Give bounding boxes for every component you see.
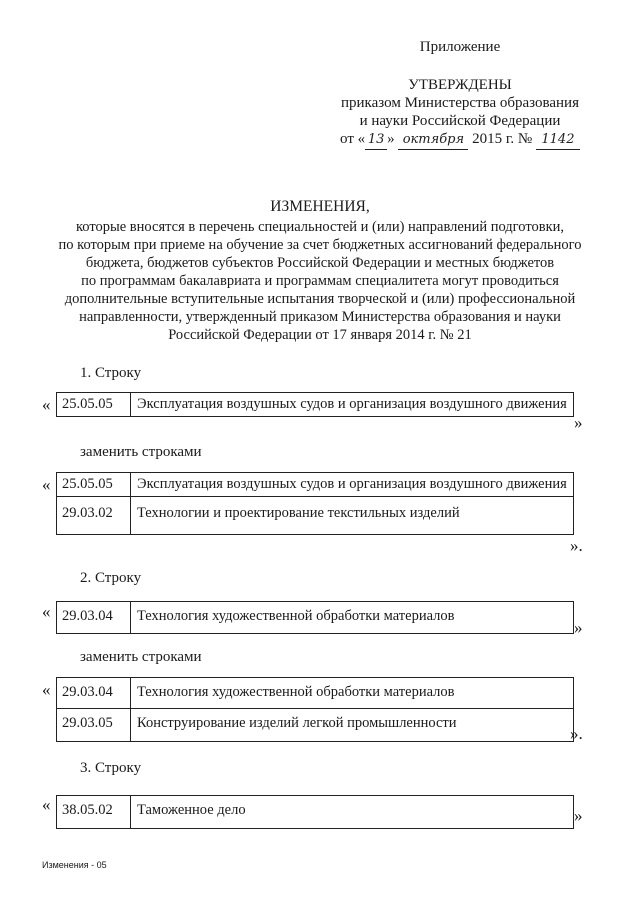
specialty-name: Эксплуатация воздушных судов и организация воздушного движения	[131, 473, 574, 497]
specialty-name: Технологии и проектирование текстильных изделий	[131, 497, 574, 535]
specialty-name: Эксплуатация воздушных судов и организация воздушного движения	[131, 393, 574, 417]
specialty-code: 29.03.02	[57, 497, 131, 535]
approved-label: УТВЕРЖДЕНЫ	[408, 77, 512, 93]
item-2-old-table	[56, 601, 574, 634]
order-number: 1142	[536, 131, 580, 150]
replace-label: заменить строками	[80, 444, 202, 460]
item-1-new-table	[56, 472, 574, 535]
close-quote: »	[574, 618, 583, 637]
subtitle-line: направленности, утвержденный приказом Министерства образования и науки	[79, 309, 561, 325]
specialty-code: 29.03.04	[57, 602, 131, 634]
item-2-new-table	[56, 677, 574, 742]
order-line-2: и науки Российской Федерации	[359, 113, 561, 129]
table-row	[57, 473, 574, 497]
table-row	[57, 393, 574, 417]
table-row	[57, 796, 574, 829]
page-footer: Изменения - 05	[42, 860, 107, 870]
subtitle-line: по программам бакалавриата и программам специалитета могут проводиться	[81, 273, 559, 289]
close-quote: »	[574, 413, 583, 432]
document-subtitle	[20, 218, 620, 344]
date-mid: »	[387, 131, 395, 147]
open-quote: «	[42, 395, 51, 414]
item-3-old-table	[56, 795, 574, 829]
subtitle-line: дополнительные вступительные испытания творческой и (или) профессиональной	[64, 291, 576, 307]
replace-label: заменить строками	[80, 649, 202, 665]
specialty-code: 25.05.05	[57, 393, 131, 417]
specialty-code: 29.03.05	[57, 709, 131, 742]
subtitle-line: которые вносятся в перечень специальностей и (или) направлений подготовки,	[75, 219, 564, 235]
subtitle-line: по которым при приеме на обучение за счет бюджетных ассигнований федерального	[58, 237, 582, 253]
item-3-heading: 3. Строку	[80, 760, 142, 776]
item-2-heading: 2. Строку	[80, 570, 142, 586]
specialty-name: Конструирование изделий легкой промышленности	[131, 709, 574, 742]
appendix-label: Приложение	[419, 39, 501, 55]
open-quote: «	[42, 680, 51, 699]
specialty-code: 38.05.02	[57, 796, 131, 829]
document-heading: ИЗМЕНЕНИЯ,	[270, 198, 370, 215]
close-quote-dot: ».	[570, 724, 583, 743]
specialty-name: Таможенное дело	[131, 796, 574, 829]
order-line-1: приказом Министерства образования	[341, 95, 579, 111]
subtitle-line: бюджета, бюджетов субъектов Российской Федерации и местных бюджетов	[85, 255, 555, 271]
open-quote: «	[42, 475, 51, 494]
close-quote: »	[574, 806, 583, 825]
table-row	[57, 497, 574, 535]
table-row	[57, 709, 574, 742]
open-quote: «	[42, 795, 51, 814]
table-row	[57, 678, 574, 709]
table-row	[57, 602, 574, 634]
order-date-line	[330, 130, 590, 150]
order-day: 13	[365, 131, 387, 150]
order-year-text: 2015 г. №	[472, 131, 533, 147]
date-prefix: от «	[340, 131, 366, 147]
specialty-name: Технология художественной обработки материалов	[131, 678, 574, 709]
order-month: октября	[398, 131, 468, 150]
specialty-code: 29.03.04	[57, 678, 131, 709]
specialty-name: Технология художественной обработки материалов	[131, 602, 574, 634]
specialty-code: 25.05.05	[57, 473, 131, 497]
close-quote-dot: ».	[570, 536, 583, 555]
item-1-old-table	[56, 392, 574, 417]
item-1-heading: 1. Строку	[80, 365, 142, 381]
subtitle-line: Российской Федерации от 17 января 2014 г. № 21	[168, 327, 472, 343]
open-quote: «	[42, 602, 51, 621]
